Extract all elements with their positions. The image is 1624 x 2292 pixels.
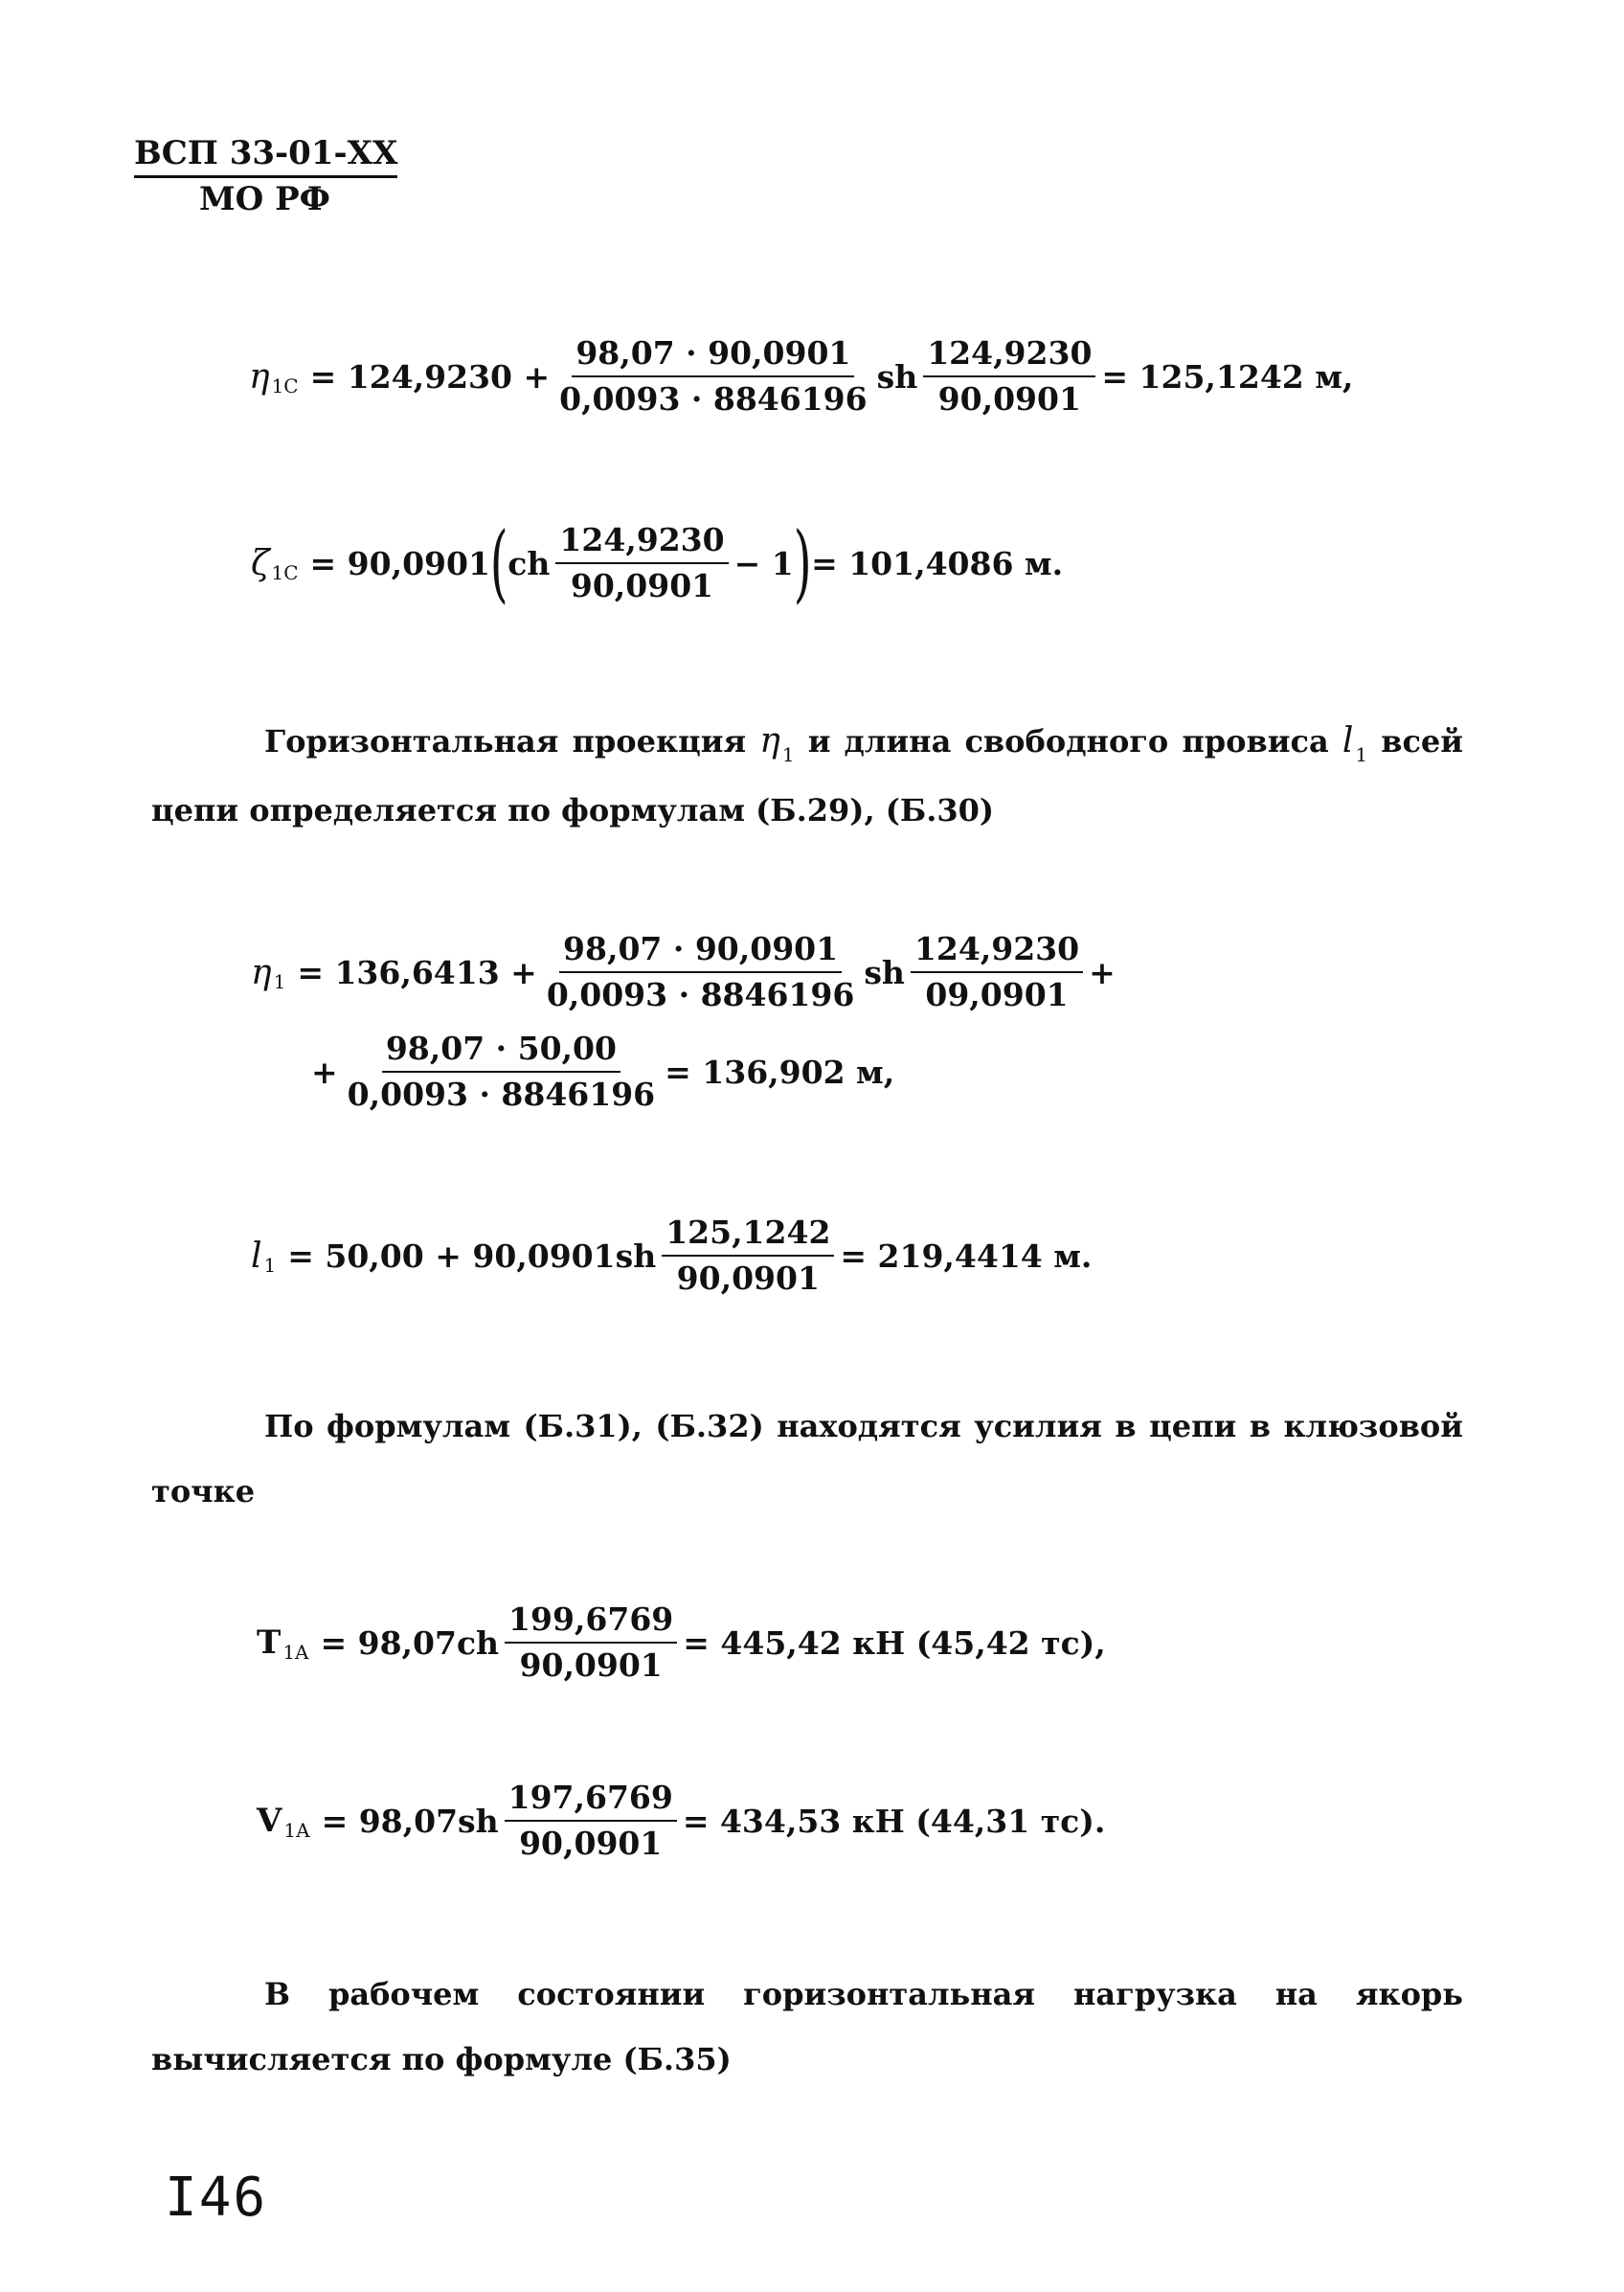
equation-zeta-1c	[251, 513, 1064, 612]
eq3-symbol: η	[251, 952, 272, 992]
paragraph-forces	[151, 1394, 1463, 1524]
eq4-rhs: = 219,4414 м.	[840, 1237, 1093, 1275]
eq2-subscript: 1С	[271, 561, 299, 584]
eq3-fraction-1	[543, 931, 859, 1013]
eq3-den2: 09,0901	[925, 976, 1069, 1013]
eq6-lhs: = 98,07sh	[321, 1802, 499, 1840]
para1-l-subscript: 1	[1355, 743, 1368, 766]
document-header	[134, 132, 397, 220]
eq1-fraction-2	[923, 335, 1095, 418]
document-code: ВСП 33-01-ХХ	[134, 132, 397, 178]
para1-text-1: Горизонтальная проекция	[264, 723, 747, 760]
eq3-num2: 124,9230	[911, 931, 1083, 973]
eq3-subscript: 1	[273, 970, 286, 993]
para1-text-3: всей цепи определяется по формулам (Б.29), (Б.30)	[151, 723, 1464, 828]
equation-l-1	[251, 1214, 1092, 1297]
eq3-lhs: = 136,6413 +	[297, 953, 537, 991]
eq5-den: 90,0901	[519, 1646, 663, 1684]
eq5-lhs: = 98,07ch	[320, 1623, 500, 1662]
eq4-symbol: l	[251, 1236, 262, 1276]
para3-text: В рабочем состоянии горизонтальная нагрузка на якорь вычисляется по формуле (Б.35)	[151, 1976, 1463, 2077]
eq1-lhs: = 124,9230 +	[309, 357, 551, 396]
eq3-fraction-2	[911, 931, 1083, 1013]
eq4-lhs: = 50,00 + 90,0901sh	[287, 1237, 657, 1275]
equation-eta-1c	[249, 335, 1353, 418]
para1-eta-subscript: 1	[781, 743, 795, 766]
eq6-symbol: V	[257, 1802, 282, 1840]
equation-eta-1	[251, 931, 1116, 1013]
eq2-rhs: = 101,4086 м.	[811, 544, 1064, 582]
eq1-fraction-1	[555, 335, 871, 418]
right-paren: )	[793, 513, 812, 612]
eq6-subscript: 1A	[283, 1819, 310, 1842]
eq3-function: sh	[864, 953, 905, 991]
eq1-subscript: 1С	[271, 374, 299, 397]
eq5-rhs: = 445,42 кН (45,42 тс),	[683, 1623, 1106, 1662]
eq4-num: 125,1242	[662, 1214, 834, 1257]
eq2-lhs: = 90,0901	[309, 544, 490, 582]
eq2-den: 90,0901	[570, 567, 714, 604]
eq3-fraction-3	[344, 1031, 660, 1113]
left-paren: (	[489, 513, 508, 612]
page-number: I46	[165, 2167, 268, 2229]
eq1-num1: 98,07 · 90,0901	[572, 335, 854, 377]
para1-eta-symbol: η	[759, 721, 780, 760]
eq1-num2: 124,9230	[923, 335, 1095, 377]
equation-t-1a	[257, 1601, 1106, 1684]
eq2-symbol: ζ	[251, 543, 270, 583]
eq3-den1: 0,0093 · 8846196	[546, 976, 855, 1013]
eq3-num3: 98,07 · 50,00	[382, 1031, 620, 1073]
eq5-subscript: 1A	[282, 1641, 309, 1664]
eq5-num: 199,6769	[505, 1601, 677, 1644]
eq1-function: sh	[876, 357, 918, 396]
para2-text: По формулам (Б.31), (Б.32) находятся усилия в цепи в клюзовой точке	[151, 1408, 1463, 1509]
para1-text-2: и длина свободного провиса	[807, 723, 1329, 760]
eq3-den3: 0,0093 · 8846196	[347, 1076, 656, 1113]
paragraph-projection	[151, 709, 1463, 843]
eq3-plus-2: +	[311, 1053, 338, 1091]
eq1-den1: 0,0093 · 8846196	[559, 380, 868, 418]
eq4-fraction	[662, 1214, 834, 1297]
para1-l-symbol: l	[1342, 721, 1354, 760]
eq1-rhs: = 125,1242 м,	[1101, 357, 1354, 396]
eq3-num1: 98,07 · 90,0901	[559, 931, 842, 973]
eq2-fraction	[555, 522, 728, 604]
eq2-minus: − 1	[733, 544, 794, 582]
paragraph-anchor-load	[151, 1962, 1463, 2092]
eq4-subscript: 1	[263, 1254, 277, 1277]
eq3-rhs: = 136,902 м,	[665, 1053, 895, 1091]
eq4-den: 90,0901	[676, 1259, 820, 1297]
eq1-symbol: η	[249, 356, 270, 397]
document-org: МО РФ	[199, 180, 330, 218]
eq6-den: 90,0901	[519, 1825, 663, 1862]
eq6-fraction	[505, 1780, 677, 1862]
eq2-num: 124,9230	[555, 522, 728, 564]
equation-eta-1-continued	[311, 1031, 894, 1113]
eq6-num: 197,6769	[505, 1780, 677, 1822]
eq5-fraction	[505, 1601, 677, 1684]
eq3-plus: +	[1089, 953, 1116, 991]
equation-v-1a	[257, 1780, 1105, 1862]
eq1-den2: 90,0901	[937, 380, 1081, 418]
eq2-function: ch	[508, 544, 551, 582]
eq5-symbol: T	[257, 1623, 282, 1662]
eq6-rhs: = 434,53 кН (44,31 тс).	[682, 1802, 1106, 1840]
